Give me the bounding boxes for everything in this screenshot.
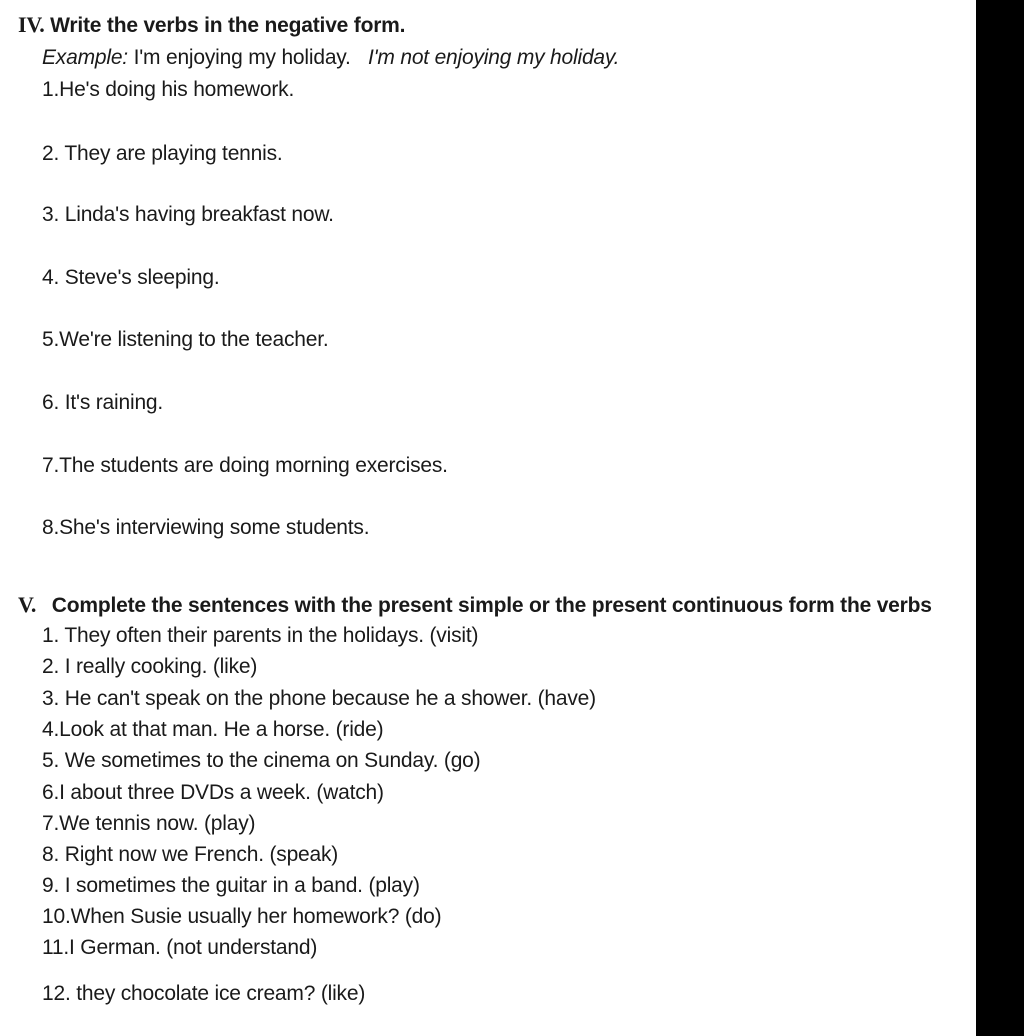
section-5-item: 6.I about three DVDs a week. (watch) [42, 781, 384, 804]
section-5-item: 12. they chocolate ice cream? (like) [42, 982, 366, 1005]
section-4-item: 4. Steve's sleeping. [42, 266, 220, 289]
section-5-title: Complete the sentences with the present simple or the present continuous form the verbs [51, 594, 932, 617]
section-5-item: 11.I German. (not understand) [42, 936, 318, 959]
section-5-heading [18, 592, 932, 619]
example-answer: I'm not enjoying my holiday. [367, 46, 620, 69]
section-5-item: 10.When Susie usually her homework? (do) [42, 905, 442, 928]
section-5-item: 4.Look at that man. He a horse. (ride) [42, 718, 384, 741]
example-line [42, 45, 619, 71]
section-4-title: Write the verbs in the negative form. [50, 14, 406, 37]
section-4-item: 3. Linda's having breakfast now. [42, 203, 334, 226]
example-sentence: I'm enjoying my holiday. [127, 46, 351, 69]
section-4-numeral: IV. [18, 12, 45, 37]
section-4-item: 2. They are playing tennis. [42, 142, 283, 165]
section-5-item: 5. We sometimes to the cinema on Sunday. (go) [42, 749, 481, 772]
section-5-item: 8. Right now we French. (speak) [42, 843, 339, 866]
section-5-item: 1. They often their parents in the holidays. (visit) [42, 624, 479, 647]
section-4-item: 6. It's raining. [42, 391, 164, 414]
example-label: Example: [42, 46, 128, 69]
section-5-numeral: V. [18, 592, 37, 617]
section-5-item: 3. He can't speak on the phone because he a shower. (have) [42, 687, 596, 710]
section-4-item: 7.The students are doing morning exercises. [42, 454, 448, 477]
section-5-item: 7.We tennis now. (play) [42, 812, 256, 835]
section-4-item: 1.He's doing his homework. [42, 78, 295, 101]
section-4-heading [18, 12, 405, 39]
section-5-item: 9. I sometimes the guitar in a band. (play) [42, 874, 420, 897]
section-4-item: 8.She's interviewing some students. [42, 516, 370, 539]
section-5-item: 2. I really cooking. (like) [42, 655, 258, 678]
section-4-item: 5.We're listening to the teacher. [42, 328, 329, 351]
